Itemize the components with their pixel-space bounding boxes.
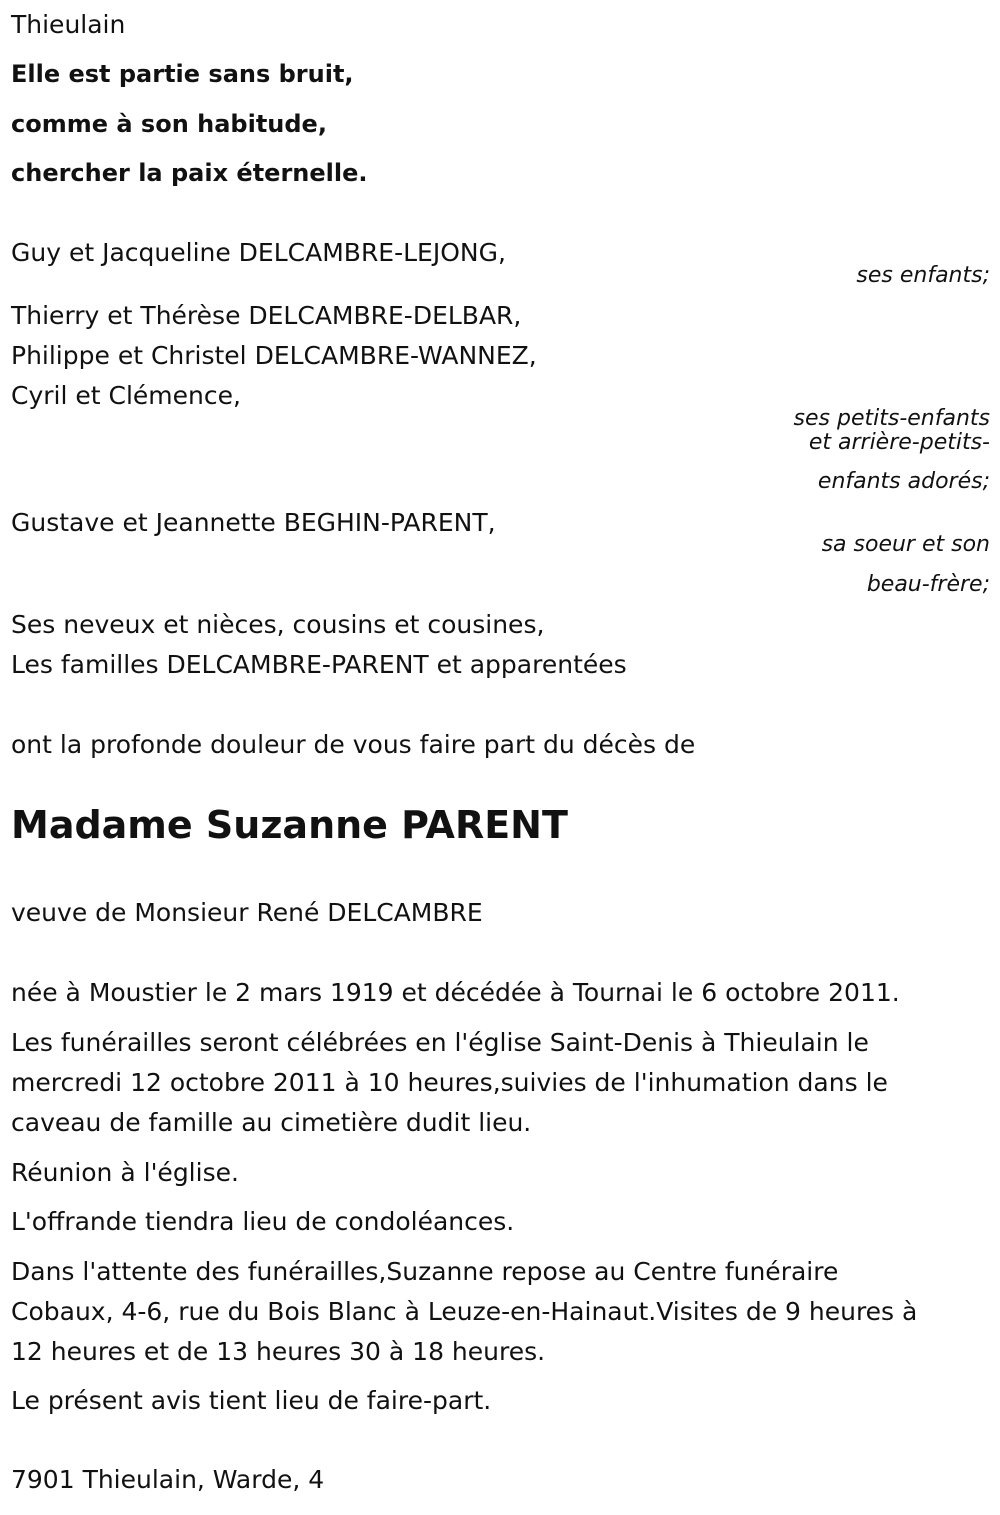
visit-line-1: Dans l'attente des funérailles,Suzanne repose au Centre funéraire — [11, 1257, 839, 1286]
grandchild-line-3: Cyril et Clémence, — [11, 381, 241, 410]
notice-line: Le présent avis tient lieu de faire-part. — [11, 1386, 492, 1415]
address-line: 7901 Thieulain, Warde, 4 — [11, 1465, 325, 1494]
deceased-name: Madame Suzanne PARENT — [11, 803, 568, 847]
grandchildren-role-line-1: ses petits-enfants — [793, 406, 990, 431]
poem-line-2: comme à son habitude, — [11, 110, 327, 138]
birth-death-line: née à Moustier le 2 mars 1919 et décédée à Tournai le 6 octobre 2011. — [11, 978, 900, 1007]
meeting-line: Réunion à l'église. — [11, 1158, 239, 1187]
poem-line-3: chercher la paix éternelle. — [11, 159, 368, 187]
widow-of-line: veuve de Monsieur René DELCAMBRE — [11, 898, 483, 927]
children-names: Guy et Jacqueline DELCAMBRE-LEJONG, — [11, 238, 506, 267]
children-role: ses enfants; — [856, 263, 990, 288]
sister-role-line-1: sa soeur et son — [821, 532, 990, 557]
funeral-line-3: caveau de famille au cimetière dudit lieu. — [11, 1108, 532, 1137]
funeral-line-1: Les funérailles seront célébrées en l'église Saint-Denis à Thieulain le — [11, 1028, 869, 1057]
visit-line-3: 12 heures et de 13 heures 30 à 18 heures. — [11, 1337, 546, 1366]
relatives-line-2: Les familles DELCAMBRE-PARENT et apparentées — [11, 650, 627, 679]
sister-role-line-2: beau-frère; — [866, 572, 990, 597]
funeral-line-2: mercredi 12 octobre 2011 à 10 heures,suivies de l'inhumation dans le — [11, 1068, 888, 1097]
announcement-text: ont la profonde douleur de vous faire part du décès de — [11, 730, 696, 759]
poem-line-1: Elle est partie sans bruit, — [11, 60, 354, 88]
grandchildren-role-line-3: enfants adorés; — [817, 469, 990, 494]
sister-names: Gustave et Jeannette BEGHIN-PARENT, — [11, 508, 496, 537]
grandchild-line-2: Philippe et Christel DELCAMBRE-WANNEZ, — [11, 341, 537, 370]
place-heading: Thieulain — [11, 10, 126, 39]
grandchild-line-1: Thierry et Thérèse DELCAMBRE-DELBAR, — [11, 301, 522, 330]
offering-line: L'offrande tiendra lieu de condoléances. — [11, 1207, 515, 1236]
relatives-line-1: Ses neveux et nièces, cousins et cousines, — [11, 610, 545, 639]
grandchildren-role-line-2: et arrière-petits- — [808, 430, 990, 455]
visit-line-2: Cobaux, 4-6, rue du Bois Blanc à Leuze-en-Hainaut.Visites de 9 heures à — [11, 1297, 918, 1326]
